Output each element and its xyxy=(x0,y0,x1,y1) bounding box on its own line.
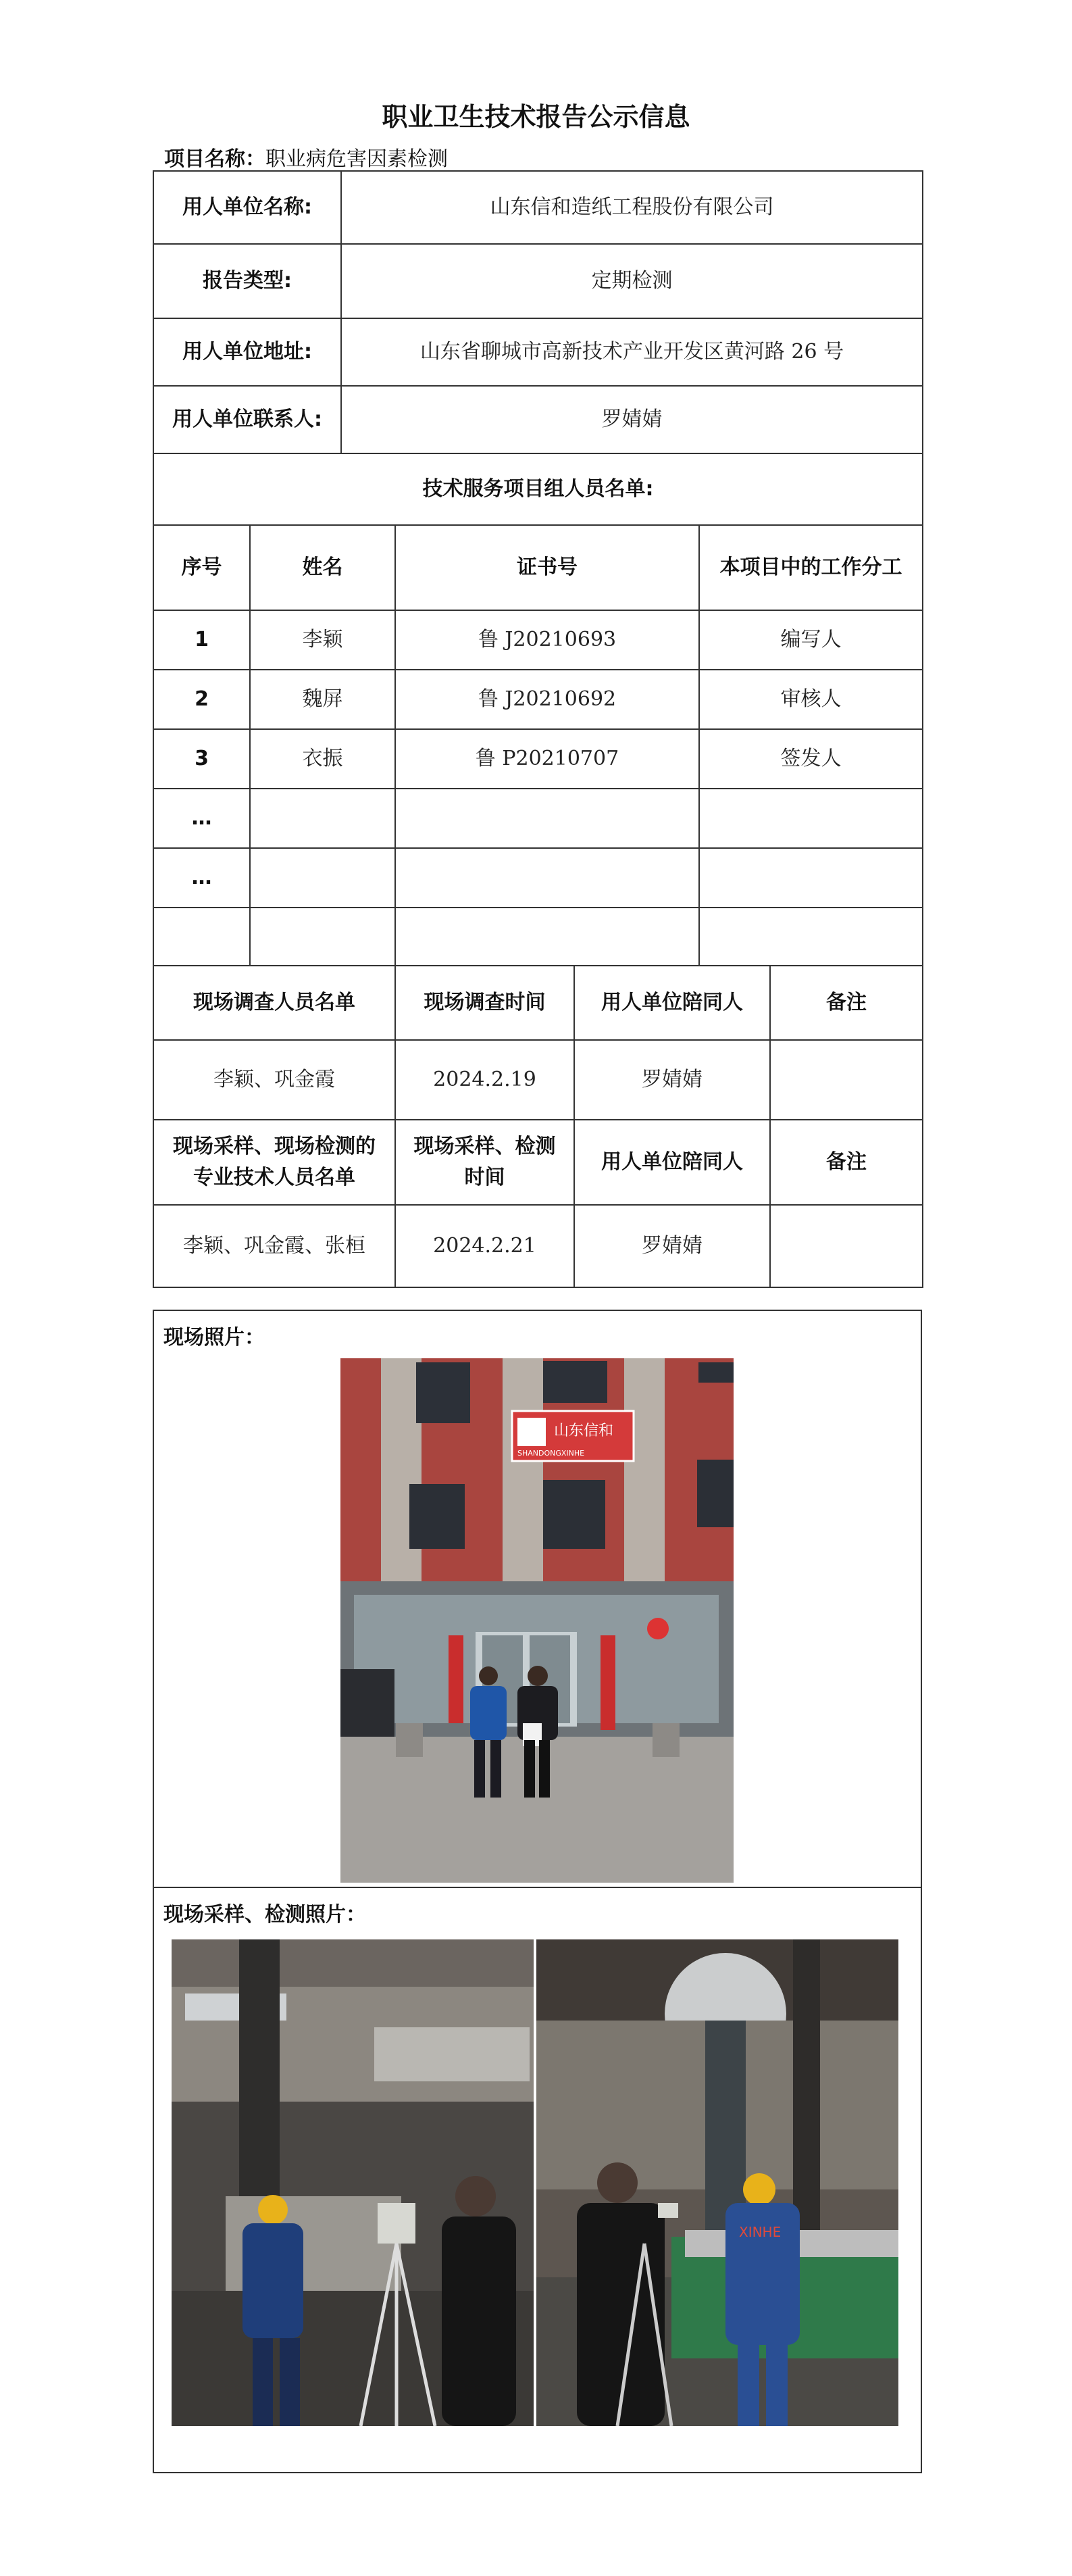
team-header: 技术服务项目组人员名单: xyxy=(153,453,923,525)
table-row xyxy=(153,244,923,318)
survey-remark-value xyxy=(770,1040,923,1120)
table-row xyxy=(153,848,923,908)
site-photo-section xyxy=(153,1310,922,1888)
survey-staff-value: 李颖、巩金霞 xyxy=(153,1040,395,1120)
project-name-label: 项目名称： xyxy=(164,147,265,171)
table-row xyxy=(153,171,923,244)
sampling-staff-value: 李颖、巩金霞、张桓 xyxy=(153,1205,395,1287)
cell-role xyxy=(699,789,923,848)
cell-no: 3 xyxy=(153,729,250,789)
cell-cert xyxy=(395,848,699,908)
cell-cert: 鲁 P20210707 xyxy=(395,729,699,789)
uniform-text: XINHE xyxy=(739,2224,782,2240)
col-header-no: 序号 xyxy=(153,525,250,610)
site-photo xyxy=(340,1358,734,1883)
employer-info-table xyxy=(153,170,923,526)
report-type-value: 定期检测 xyxy=(341,244,923,318)
survey-time-value: 2024.2.19 xyxy=(395,1040,574,1120)
contact-value: 罗婧婧 xyxy=(341,386,923,453)
table-header-row xyxy=(153,1120,923,1205)
staff-table xyxy=(153,524,923,966)
table-header-row xyxy=(153,966,923,1040)
survey-header-escort: 用人单位陪同人 xyxy=(574,966,770,1040)
sampling-photo-label: 现场采样、检测照片： xyxy=(163,1903,366,1927)
sign-subtext: SHANDONGXINHE xyxy=(517,1449,585,1458)
cell-no: … xyxy=(153,789,250,848)
sampling-photo-left xyxy=(172,1939,534,2426)
workshop-measurement-image-2 xyxy=(536,1939,898,2426)
cell-name: 魏屏 xyxy=(250,670,395,729)
sampling-photo-right xyxy=(536,1939,898,2426)
sign-text: 山东信和 xyxy=(554,1422,614,1439)
workshop-measurement-image-1 xyxy=(172,1939,534,2426)
table-row xyxy=(153,610,923,670)
site-photo-label: 现场照片： xyxy=(163,1326,265,1349)
cell-name xyxy=(250,848,395,908)
table-row xyxy=(153,1205,923,1287)
cell-no: 1 xyxy=(153,610,250,670)
survey-header-staff: 现场调查人员名单 xyxy=(153,966,395,1040)
contact-label: 用人单位联系人: xyxy=(153,386,341,453)
cell-name: 李颖 xyxy=(250,610,395,670)
table-row xyxy=(153,318,923,386)
cell-no xyxy=(153,908,250,966)
project-name xyxy=(164,142,448,172)
col-header-cert: 证书号 xyxy=(395,525,699,610)
address-label: 用人单位地址: xyxy=(153,318,341,386)
employer-value: 山东信和造纸工程股份有限公司 xyxy=(341,171,923,244)
cell-role xyxy=(699,848,923,908)
employer-label: 用人单位名称: xyxy=(153,171,341,244)
table-header-row xyxy=(153,525,923,610)
table-row xyxy=(153,1040,923,1120)
sampling-header-remark: 备注 xyxy=(770,1120,923,1205)
survey-table xyxy=(153,965,923,1288)
cell-role: 编写人 xyxy=(699,610,923,670)
cell-role: 审核人 xyxy=(699,670,923,729)
sampling-header-escort: 用人单位陪同人 xyxy=(574,1120,770,1205)
page-title: 职业卫生技术报告公示信息 xyxy=(382,102,690,132)
project-name-value: 职业病危害因素检测 xyxy=(265,147,448,171)
sampling-remark-value xyxy=(770,1205,923,1287)
cell-role: 签发人 xyxy=(699,729,923,789)
table-row xyxy=(153,908,923,966)
survey-escort-value: 罗婧婧 xyxy=(574,1040,770,1120)
cell-cert xyxy=(395,789,699,848)
sampling-header-staff: 现场采样、现场检测的专业技术人员名单 xyxy=(153,1120,395,1205)
building-entrance-image xyxy=(340,1358,734,1883)
report-type-label: 报告类型: xyxy=(153,244,341,318)
cell-cert: 鲁 J20210692 xyxy=(395,670,699,729)
cell-name: 衣振 xyxy=(250,729,395,789)
col-header-name: 姓名 xyxy=(250,525,395,610)
sampling-header-time: 现场采样、检测时间 xyxy=(395,1120,574,1205)
cell-cert: 鲁 J20210693 xyxy=(395,610,699,670)
cell-role xyxy=(699,908,923,966)
table-row xyxy=(153,789,923,848)
cell-name xyxy=(250,789,395,848)
cell-no: … xyxy=(153,848,250,908)
table-row xyxy=(153,386,923,453)
cell-name xyxy=(250,908,395,966)
sampling-time-value: 2024.2.21 xyxy=(395,1205,574,1287)
cell-cert xyxy=(395,908,699,966)
survey-header-remark: 备注 xyxy=(770,966,923,1040)
cell-no: 2 xyxy=(153,670,250,729)
address-value: 山东省聊城市高新技术产业开发区黄河路 26 号 xyxy=(341,318,923,386)
sampling-escort-value: 罗婧婧 xyxy=(574,1205,770,1287)
sampling-photo-section xyxy=(153,1887,922,2473)
survey-header-time: 现场调查时间 xyxy=(395,966,574,1040)
table-row xyxy=(153,729,923,789)
table-row xyxy=(153,453,923,525)
table-row xyxy=(153,670,923,729)
col-header-role: 本项目中的工作分工 xyxy=(699,525,923,610)
